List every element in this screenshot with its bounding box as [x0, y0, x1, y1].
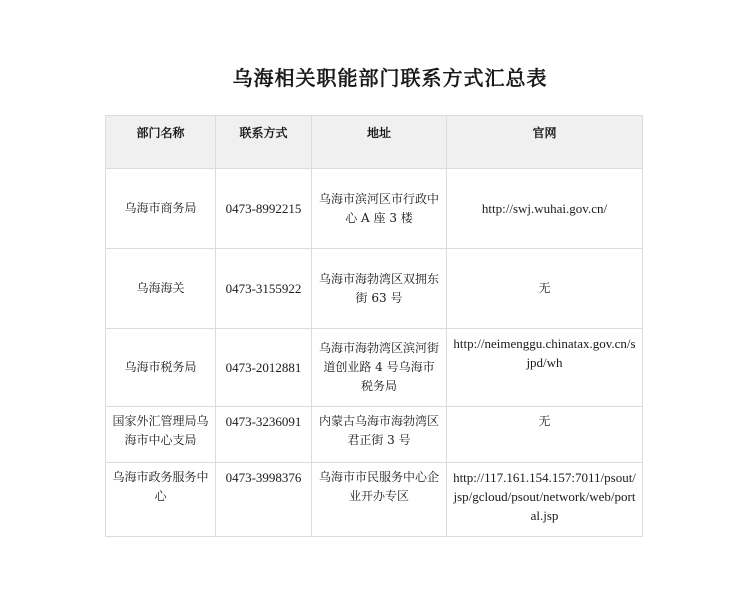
cell-department: 乌海市税务局	[106, 329, 216, 407]
table-header-row	[106, 116, 643, 169]
table-row	[106, 249, 643, 329]
table-row	[106, 169, 643, 249]
cell-address: 内蒙古乌海市海勃湾区君正街 3 号	[312, 407, 447, 463]
contacts-table	[105, 115, 643, 537]
cell-department: 国家外汇管理局乌海市中心支局	[106, 407, 216, 463]
cell-address: 乌海市海勃湾区滨河街道创业路 4 号乌海市税务局	[312, 329, 447, 407]
header-contact: 联系方式	[216, 116, 312, 169]
header-website: 官网	[447, 116, 643, 169]
header-department: 部门名称	[106, 116, 216, 169]
cell-department: 乌海市政务服务中心	[106, 463, 216, 537]
header-address: 地址	[312, 116, 447, 169]
cell-department: 乌海海关	[106, 249, 216, 329]
cell-address: 乌海市滨河区市行政中心 A 座 3 楼	[312, 169, 447, 249]
cell-website: 无	[447, 407, 643, 463]
cell-website[interactable]: http://swj.wuhai.gov.cn/	[447, 169, 643, 249]
table-row	[106, 407, 643, 463]
cell-department: 乌海市商务局	[106, 169, 216, 249]
cell-phone: 0473-3236091	[216, 407, 312, 463]
page-title: 乌海相关职能部门联系方式汇总表	[232, 66, 548, 90]
cell-website[interactable]: http://neimenggu.chinatax.gov.cn/sjpd/wh	[447, 329, 643, 407]
cell-address: 乌海市海勃湾区双拥东街 63 号	[312, 249, 447, 329]
table-row	[106, 463, 643, 537]
table-row	[106, 329, 643, 407]
cell-phone: 0473-2012881	[216, 329, 312, 407]
cell-website: 无	[447, 249, 643, 329]
cell-phone: 0473-3155922	[216, 249, 312, 329]
cell-phone: 0473-3998376	[216, 463, 312, 537]
cell-phone: 0473-8992215	[216, 169, 312, 249]
cell-website[interactable]: http://117.161.154.157:7011/psout/jsp/gcloud/psout/network/web/portal.jsp	[447, 463, 643, 537]
cell-address: 乌海市市民服务中心企业开办专区	[312, 463, 447, 537]
